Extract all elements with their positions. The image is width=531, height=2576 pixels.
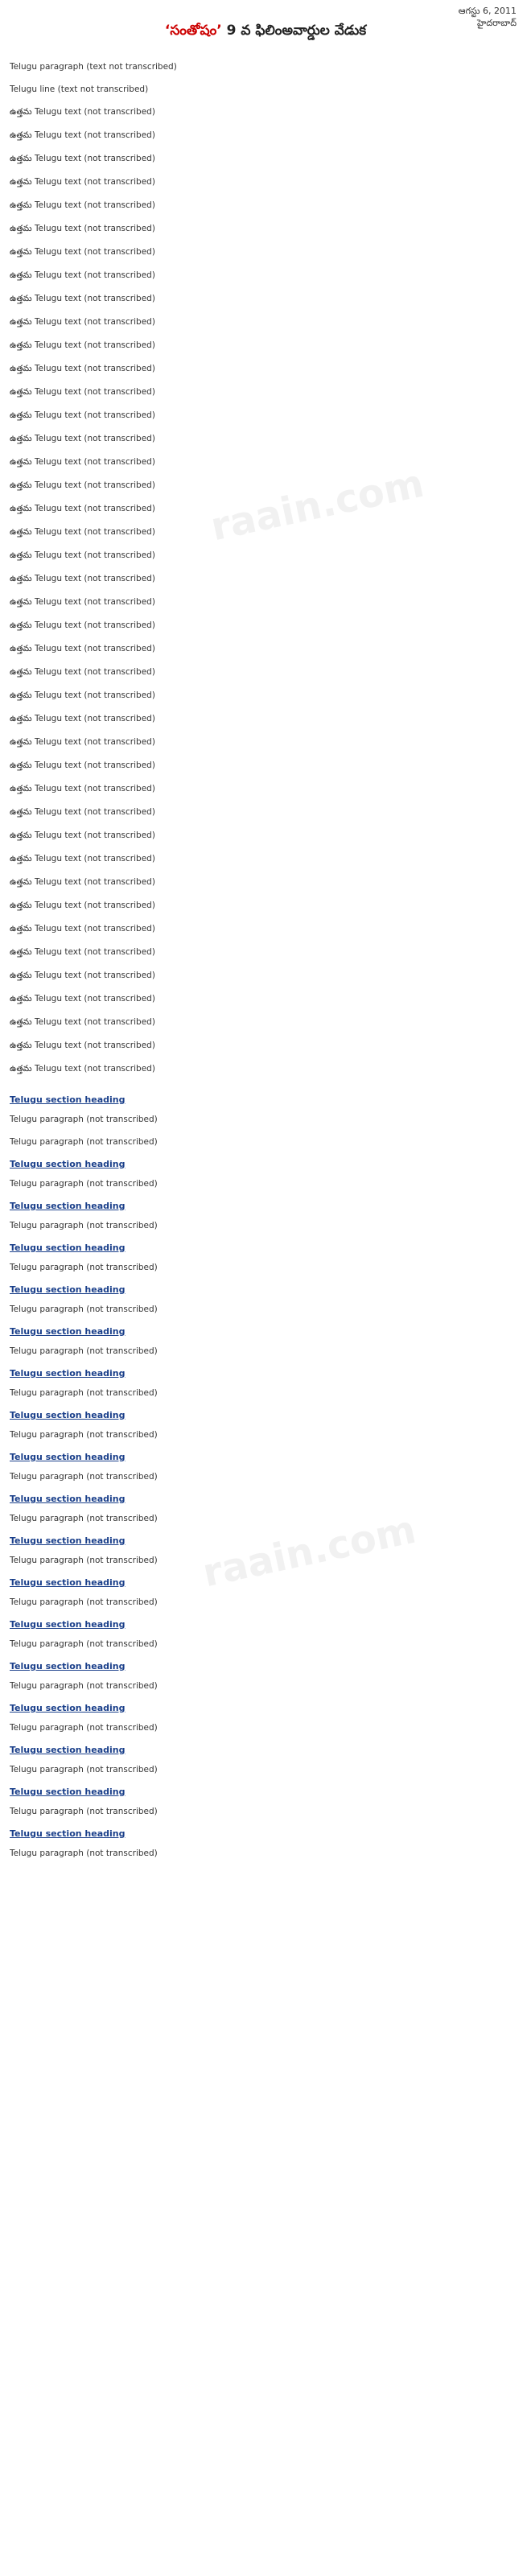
section-heading: Telugu section heading: [10, 1745, 126, 1755]
award-line: [10, 735, 521, 758]
award-line: [10, 501, 521, 525]
award-text: Telugu text (not transcribed): [35, 620, 155, 630]
section-heading: Telugu section heading: [10, 1159, 126, 1169]
award-text: Telugu text (not transcribed): [35, 387, 155, 397]
award-text: Telugu text (not transcribed): [35, 340, 155, 350]
award-category-prefix: ఉత్తమ: [10, 597, 32, 607]
award-category-prefix: ఉత్తమ: [10, 831, 32, 840]
award-text: Telugu text (not transcribed): [35, 504, 155, 513]
award-text: Telugu text (not transcribed): [35, 317, 155, 327]
award-text: Telugu text (not transcribed): [35, 1041, 155, 1050]
award-text: Telugu text (not transcribed): [35, 1017, 155, 1027]
section-paragraph: Telugu paragraph (not transcribed): [10, 1681, 158, 1691]
award-text: Telugu text (not transcribed): [35, 901, 155, 910]
award-category-prefix: ఉత్తమ: [10, 760, 32, 770]
award-category-prefix: ఉత్తమ: [10, 294, 32, 303]
award-category-prefix: ఉత్తమ: [10, 854, 32, 863]
award-category-prefix: ఉత్తమ: [10, 714, 32, 723]
award-text: Telugu text (not transcribed): [35, 527, 155, 537]
award-line: [10, 805, 521, 828]
award-category-prefix: ఉత్తమ: [10, 877, 32, 887]
award-text: Telugu text (not transcribed): [35, 410, 155, 420]
award-text: Telugu text (not transcribed): [35, 924, 155, 934]
section-paragraph: Telugu paragraph (not transcribed): [10, 1388, 158, 1398]
award-text: Telugu text (not transcribed): [35, 644, 155, 653]
award-line: [10, 128, 521, 151]
award-text: Telugu text (not transcribed): [35, 154, 155, 163]
award-text: Telugu text (not transcribed): [35, 200, 155, 210]
award-category-prefix: ఉత్తమ: [10, 784, 32, 793]
award-category-prefix: ఉత్తమ: [10, 457, 32, 467]
award-category-prefix: ఉత్తమ: [10, 994, 32, 1004]
award-line: [10, 548, 521, 571]
award-text: Telugu text (not transcribed): [35, 550, 155, 560]
award-text: Telugu text (not transcribed): [35, 597, 155, 607]
award-line: [10, 618, 521, 641]
award-line: [10, 478, 521, 501]
award-line: [10, 711, 521, 735]
section-heading: Telugu section heading: [10, 1619, 126, 1630]
award-line: [10, 151, 521, 175]
section-heading: Telugu section heading: [10, 1201, 126, 1211]
award-text: Telugu text (not transcribed): [35, 270, 155, 280]
award-category-prefix: ఉత్తమ: [10, 434, 32, 443]
award-line: [10, 455, 521, 478]
award-category-prefix: ఉత్తమ: [10, 317, 32, 327]
award-line: [10, 898, 521, 921]
intro-paragraph: Telugu paragraph (text not transcribed): [10, 62, 177, 72]
section-heading: Telugu section heading: [10, 1577, 126, 1588]
award-line: [10, 758, 521, 781]
award-category-prefix: ఉత్తమ: [10, 550, 32, 560]
content: [10, 60, 521, 1869]
award-text: Telugu text (not transcribed): [35, 737, 155, 747]
intro: [10, 60, 521, 97]
award-line: [10, 991, 521, 1015]
intro-line: Telugu line (text not transcribed): [10, 84, 149, 94]
award-text: Telugu text (not transcribed): [35, 457, 155, 467]
section-paragraph: Telugu paragraph (not transcribed): [10, 1556, 158, 1565]
section-heading: Telugu section heading: [10, 1828, 126, 1839]
award-category-prefix: ఉత్తమ: [10, 387, 32, 397]
award-line: [10, 408, 521, 431]
award-text: Telugu text (not transcribed): [35, 107, 155, 117]
award-category-prefix: ఉత్తమ: [10, 690, 32, 700]
title-rest: 9 వ ఫిలింఅవార్డుల వేడుక: [226, 23, 367, 39]
section-paragraph: Telugu paragraph (not transcribed): [10, 1807, 158, 1816]
section-paragraph: Telugu paragraph (not transcribed): [10, 1346, 158, 1356]
award-text: Telugu text (not transcribed): [35, 971, 155, 980]
award-category-prefix: ఉత్తమ: [10, 1041, 32, 1050]
section-heading: Telugu section heading: [10, 1661, 126, 1671]
title-quoted: ‘సంతోషం’: [164, 23, 222, 39]
award-category-prefix: ఉత్తమ: [10, 924, 32, 934]
section-paragraph: Telugu paragraph (not transcribed): [10, 1304, 158, 1314]
award-line: [10, 665, 521, 688]
award-category-prefix: ఉత్తమ: [10, 410, 32, 420]
award-line: [10, 571, 521, 595]
section-heading: Telugu section heading: [10, 1452, 126, 1462]
section-paragraph: Telugu paragraph (not transcribed): [10, 1115, 158, 1124]
award-line: [10, 1015, 521, 1038]
award-category-prefix: ఉత్తమ: [10, 807, 32, 817]
award-line: [10, 361, 521, 385]
section-paragraph: Telugu paragraph (not transcribed): [10, 1723, 158, 1733]
award-text: Telugu text (not transcribed): [35, 690, 155, 700]
section-paragraph: Telugu paragraph (not transcribed): [10, 1849, 158, 1858]
award-category-prefix: ఉత్తమ: [10, 737, 32, 747]
award-category-prefix: ఉత్తమ: [10, 247, 32, 257]
section-paragraph: Telugu paragraph (not transcribed): [10, 1472, 158, 1482]
award-line: [10, 781, 521, 805]
section-heading: Telugu section heading: [10, 1243, 126, 1253]
sections: [10, 1093, 521, 1861]
award-category-prefix: ఉత్తమ: [10, 527, 32, 537]
award-line: [10, 291, 521, 315]
award-category-prefix: ఉత్తమ: [10, 504, 32, 513]
section-paragraph: Telugu paragraph (not transcribed): [10, 1263, 158, 1272]
date: ఆగస్టు 6, 2011: [458, 6, 517, 16]
award-line: [10, 105, 521, 128]
award-text: Telugu text (not transcribed): [35, 177, 155, 187]
award-text: Telugu text (not transcribed): [35, 854, 155, 863]
award-category-prefix: ఉత్తమ: [10, 224, 32, 233]
award-category-prefix: ఉత్తమ: [10, 340, 32, 350]
award-line: [10, 431, 521, 455]
award-text: Telugu text (not transcribed): [35, 947, 155, 957]
section-heading: Telugu section heading: [10, 1284, 126, 1295]
award-category-prefix: ఉత్తమ: [10, 947, 32, 957]
section-paragraph: Telugu paragraph (not transcribed): [10, 1430, 158, 1440]
award-line: [10, 268, 521, 291]
award-category-prefix: ఉత్తమ: [10, 130, 32, 140]
section-paragraph: Telugu paragraph (not transcribed): [10, 1514, 158, 1523]
section-paragraph: Telugu paragraph (not transcribed): [10, 1639, 158, 1649]
award-category-prefix: ఉత్తమ: [10, 480, 32, 490]
watermark: raain.com: [199, 1506, 420, 1597]
award-category-prefix: ఉత్తమ: [10, 1064, 32, 1074]
section-heading: Telugu section heading: [10, 1703, 126, 1713]
award-text: Telugu text (not transcribed): [35, 784, 155, 793]
award-text: Telugu text (not transcribed): [35, 994, 155, 1004]
award-line: [10, 221, 521, 245]
section-paragraph: Telugu paragraph (not transcribed): [10, 1765, 158, 1774]
award-line: [10, 245, 521, 268]
section-paragraph: Telugu paragraph (not transcribed): [10, 1597, 158, 1607]
award-line: [10, 1061, 521, 1085]
award-text: Telugu text (not transcribed): [35, 760, 155, 770]
award-text: Telugu text (not transcribed): [35, 294, 155, 303]
award-category-prefix: ఉత్తమ: [10, 270, 32, 280]
award-category-prefix: ఉత్తమ: [10, 154, 32, 163]
award-text: Telugu text (not transcribed): [35, 480, 155, 490]
section-heading: Telugu section heading: [10, 1494, 126, 1504]
section-heading: Telugu section heading: [10, 1787, 126, 1797]
award-category-prefix: ఉత్తమ: [10, 1017, 32, 1027]
award-category-prefix: ఉత్తమ: [10, 667, 32, 677]
award-line: [10, 945, 521, 968]
page-title: [0, 23, 531, 42]
awards-list: [10, 105, 521, 1085]
award-line: [10, 385, 521, 408]
award-text: Telugu text (not transcribed): [35, 667, 155, 677]
section-heading: Telugu section heading: [10, 1326, 126, 1337]
award-text: Telugu text (not transcribed): [35, 877, 155, 887]
award-text: Telugu text (not transcribed): [35, 714, 155, 723]
award-line: [10, 175, 521, 198]
award-line: [10, 525, 521, 548]
award-line: [10, 688, 521, 711]
city: హైదరాబాద్: [477, 18, 517, 28]
section-paragraph: Telugu paragraph (not transcribed): [10, 1179, 158, 1189]
award-category-prefix: ఉత్తమ: [10, 177, 32, 187]
award-line: [10, 921, 521, 945]
award-line: [10, 338, 521, 361]
section-heading: Telugu section heading: [10, 1368, 126, 1379]
award-text: Telugu text (not transcribed): [35, 247, 155, 257]
award-category-prefix: ఉత్తమ: [10, 107, 32, 117]
award-text: Telugu text (not transcribed): [35, 574, 155, 583]
award-category-prefix: ఉత్తమ: [10, 364, 32, 373]
award-line: [10, 828, 521, 851]
section-heading: Telugu section heading: [10, 1535, 126, 1546]
award-text: Telugu text (not transcribed): [35, 224, 155, 233]
award-text: Telugu text (not transcribed): [35, 831, 155, 840]
award-text: Telugu text (not transcribed): [35, 434, 155, 443]
award-line: [10, 198, 521, 221]
section-paragraph: Telugu paragraph (not transcribed): [10, 1221, 158, 1230]
award-line: [10, 641, 521, 665]
award-text: Telugu text (not transcribed): [35, 807, 155, 817]
award-text: Telugu text (not transcribed): [35, 1064, 155, 1074]
award-category-prefix: ఉత్తమ: [10, 901, 32, 910]
award-line: [10, 315, 521, 338]
award-line: [10, 1038, 521, 1061]
section-heading: Telugu section heading: [10, 1094, 126, 1105]
award-category-prefix: ఉత్తమ: [10, 644, 32, 653]
section-paragraph: Telugu paragraph (not transcribed): [10, 1137, 158, 1147]
award-line: [10, 595, 521, 618]
award-line: [10, 875, 521, 898]
award-text: Telugu text (not transcribed): [35, 130, 155, 140]
award-category-prefix: ఉత్తమ: [10, 574, 32, 583]
award-line: [10, 851, 521, 875]
section-heading: Telugu section heading: [10, 1410, 126, 1420]
watermark: raain.com: [207, 460, 428, 550]
award-category-prefix: ఉత్తమ: [10, 971, 32, 980]
award-line: [10, 968, 521, 991]
award-text: Telugu text (not transcribed): [35, 364, 155, 373]
award-category-prefix: ఉత్తమ: [10, 620, 32, 630]
award-category-prefix: ఉత్తమ: [10, 200, 32, 210]
